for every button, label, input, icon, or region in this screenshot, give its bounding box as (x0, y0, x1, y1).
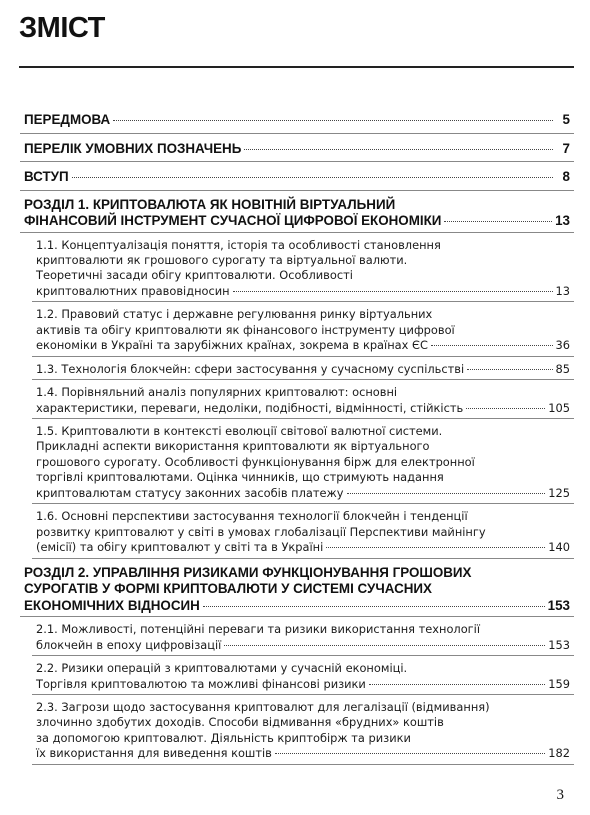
dot-leader (244, 149, 553, 150)
toc-page-number: 140 (548, 540, 570, 555)
toc-entry-text: ВСТУП (24, 169, 69, 184)
toc-entry-text: 1.5. Криптовалюти в контексті еволюції світової валютної системи. (36, 424, 443, 439)
dot-leader (72, 177, 553, 178)
toc-entry-text: Торгівля криптовалютою та можливі фінансові ризики (36, 676, 366, 691)
toc-entry-text: ПЕРЕДМОВА (24, 112, 111, 127)
toc-entry-text: торгівлі криптовалютами. Оцінка чинників, що стримують надання (36, 470, 444, 485)
toc-page-number: 105 (548, 400, 570, 415)
toc-entry-text: ПЕРЕЛІК УМОВНИХ ПОЗНАЧЕНЬ (24, 140, 242, 156)
toc-entry-text: 2.3. Загрози щодо застосування криптовалют для легалізації (відмивання) (36, 699, 490, 714)
toc-subsection-entry[interactable] (32, 508, 574, 558)
toc-entry-text: криптовалюти як грошового сурогату та віртуальної валюти. (36, 252, 408, 267)
toc-entry-text: СУРОГАТІВ У ФОРМІ КРИПТОВАЛЮТИ У СИСТЕМІ СУЧАСНИХ (24, 581, 432, 597)
toc-entry-text: 2.1. Можливості, потенційні переваги та ризики використання технології (36, 622, 480, 637)
toc-entry-text: криптовалютам статусу законних засобів платежу (36, 485, 344, 500)
toc-entry-text: злочинно здобутих доходів. Способи відмивання «брудних» коштів (36, 715, 444, 730)
toc-page-number: 153 (548, 637, 570, 652)
dot-leader (466, 408, 545, 409)
toc-entry-text: РОЗДІЛ 1. КРИПТОВАЛЮТА ЯК НОВІТНІЙ ВІРТУАЛЬНИЙ (24, 196, 396, 212)
toc-subsection-entry[interactable] (32, 306, 574, 356)
toc-entry-text: 1.3. Технологія блокчейн: сфери застосування у сучасному суспільстві (36, 361, 465, 376)
table-of-contents (20, 109, 574, 769)
toc-page-number: 5 (562, 112, 570, 127)
dot-leader (431, 345, 553, 346)
toc-entry-text: грошового сурогату. Особливості функціонування бірж для електронної (36, 454, 475, 469)
toc-page-number: 13 (555, 213, 570, 228)
toc-section-entry[interactable] (20, 563, 574, 618)
dot-leader (369, 684, 545, 685)
toc-section-entry[interactable] (20, 138, 574, 163)
toc-subsection-entry[interactable] (32, 699, 574, 765)
title-rule (19, 66, 574, 68)
toc-subsection-entry[interactable] (32, 423, 574, 504)
dot-leader (224, 645, 545, 646)
toc-entry-text: ФІНАНСОВИЙ ІНСТРУМЕНТ СУЧАСНОЇ ЦИФРОВОЇ ЕКОНОМІКИ (24, 213, 442, 228)
toc-subsection-entry[interactable] (32, 384, 574, 419)
toc-section-entry[interactable] (20, 195, 574, 233)
dot-leader (467, 369, 552, 370)
dot-leader (347, 493, 546, 494)
dot-leader (444, 221, 552, 222)
toc-page-number: 182 (548, 746, 570, 761)
page-number: 3 (556, 787, 564, 803)
toc-entry-text: Прикладні аспекти використання криптовалюти як віртуального (36, 439, 430, 454)
toc-entry-text: (емісії) та обігу криптовалют у світі та в Україні (36, 540, 324, 555)
toc-subsection-entry[interactable] (32, 621, 574, 656)
toc-entry-text: активів та обігу криптовалюти як фінансового інструменту цифрової (36, 322, 455, 337)
dot-leader (275, 753, 545, 754)
toc-entry-text: криптовалютних правовідносин (36, 283, 230, 298)
dot-leader (203, 606, 545, 607)
dot-leader (113, 120, 553, 121)
dot-leader (233, 291, 553, 292)
toc-entry-text: блокчейн в епоху цифровізації (36, 637, 222, 652)
toc-section-entry[interactable] (20, 109, 574, 134)
toc-page-number: 36 (555, 338, 570, 353)
toc-entry-text: характеристики, переваги, недоліки, подібності, відмінності, стійкість (36, 400, 464, 415)
toc-entry-text: їх використання для виведення коштів (36, 746, 272, 761)
toc-entry-text: РОЗДІЛ 2. УПРАВЛІННЯ РИЗИКАМИ ФУНКЦІОНУВАННЯ ГРОШОВИХ (24, 564, 472, 580)
toc-section-entry[interactable] (20, 166, 574, 191)
toc-page-number: 85 (555, 361, 570, 376)
toc-subsection-entry[interactable] (32, 237, 574, 303)
toc-page-number: 7 (562, 140, 570, 156)
toc-page-number: 153 (547, 597, 570, 613)
toc-subsection-entry[interactable] (32, 361, 574, 380)
toc-entry-text: розвитку криптовалют у світі в умовах глобалізації Перспективи майнінгу (36, 524, 486, 539)
toc-page-number: 159 (548, 676, 570, 691)
toc-entry-text: Теоретичні засади обігу криптовалюти. Особливості (36, 268, 353, 283)
toc-entry-text: 1.1. Концептуалізація поняття, історія та особливості становлення (36, 237, 441, 252)
toc-entry-text: ЕКОНОМІЧНИХ ВІДНОСИН (24, 597, 200, 613)
toc-entry-text: 1.2. Правовий статус і державне регулювання ринку віртуальних (36, 307, 433, 322)
toc-entry-text: 2.2. Ризики операцій з криптовалютами у сучасній економіці. (36, 661, 408, 676)
toc-subsection-entry[interactable] (32, 660, 574, 695)
toc-entry-text: за допомогою криптовалют. Діяльність криптобірж та ризики (36, 730, 411, 745)
page-title: ЗМІСТ (19, 12, 105, 44)
dot-leader (326, 547, 545, 548)
toc-page-number: 125 (548, 485, 570, 500)
toc-entry-text: 1.6. Основні перспективи застосування технології блокчейн і тенденції (36, 509, 468, 524)
toc-entry-text: 1.4. Порівняльний аналіз популярних криптовалют: основні (36, 385, 398, 400)
toc-entry-text: економіки в Україні та зарубіжних країнах, зокрема в країнах ЄС (36, 338, 428, 353)
toc-page-number: 8 (562, 169, 570, 184)
toc-page-number: 13 (555, 283, 570, 298)
